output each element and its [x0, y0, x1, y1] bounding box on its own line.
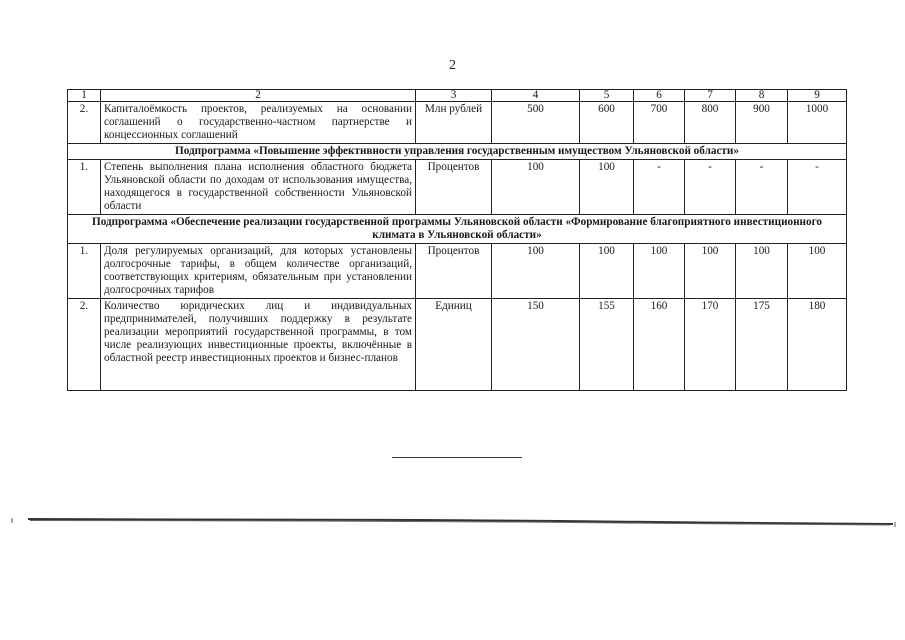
- value-cell: 100: [580, 160, 634, 215]
- header-cell: 9: [788, 90, 847, 102]
- value-cell: 170: [685, 299, 736, 391]
- page-number: 2: [449, 58, 456, 73]
- indicator-description: Степень выполнения плана исполнения областного бюджета Ульяновской области по доходам от использования имущества, находящегося в государственной собственности Ульяновской области: [101, 160, 416, 215]
- row-number: 1.: [68, 160, 101, 215]
- value-cell: 100: [736, 244, 788, 299]
- value-cell: -: [736, 160, 788, 215]
- value-cell: 500: [492, 102, 580, 144]
- value-cell: -: [634, 160, 685, 215]
- value-cell: 100: [492, 244, 580, 299]
- header-cell: 5: [580, 90, 634, 102]
- separator-line: [392, 457, 522, 458]
- scan-artifact-line: [0, 514, 905, 530]
- value-cell: -: [788, 160, 847, 215]
- table-row: [68, 244, 847, 299]
- value-cell: 700: [634, 102, 685, 144]
- indicator-description: Количество юридических лиц и индивидуальных предпринимателей, получивших поддержку в результате реализации мероприятий государственной программы, в том числе реализующих инвестиционные проекты, включённые в областной реестр инвестиционных проектов и бизнес-планов: [101, 299, 416, 391]
- subprogram-row: [68, 144, 847, 160]
- unit-cell: Процентов: [416, 244, 492, 299]
- value-cell: 160: [634, 299, 685, 391]
- indicator-description: Капиталоёмкость проектов, реализуемых на основании соглашений о государственно-частном партнерстве и концессионных соглашений: [101, 102, 416, 144]
- row-number: 2.: [68, 102, 101, 144]
- value-cell: 100: [634, 244, 685, 299]
- header-cell: 6: [634, 90, 685, 102]
- table-row: [68, 299, 847, 391]
- value-cell: 180: [788, 299, 847, 391]
- value-cell: 600: [580, 102, 634, 144]
- value-cell: 175: [736, 299, 788, 391]
- header-cell: 3: [416, 90, 492, 102]
- value-cell: 150: [492, 299, 580, 391]
- row-number: 1.: [68, 244, 101, 299]
- header-row: [68, 90, 847, 102]
- value-cell: 100: [492, 160, 580, 215]
- table-row: [68, 160, 847, 215]
- value-cell: 1000: [788, 102, 847, 144]
- indicators-table: [67, 89, 847, 391]
- value-cell: 900: [736, 102, 788, 144]
- unit-cell: Единиц: [416, 299, 492, 391]
- indicator-description: Доля регулируемых организаций, для которых установлены долгосрочные тарифы, в общем количестве организаций, соответствующих критериям, обязательным при установлении долгосрочных тарифов: [101, 244, 416, 299]
- value-cell: 100: [580, 244, 634, 299]
- subprogram-title: Подпрограмма «Повышение эффективности управления государственным имуществом Ульяновской области»: [68, 144, 847, 160]
- value-cell: -: [685, 160, 736, 215]
- value-cell: 155: [580, 299, 634, 391]
- subprogram-title: Подпрограмма «Обеспечение реализации государственной программы Ульяновской области «Формирование благоприятного инвестиционного климата в Ульяновской области»: [68, 215, 847, 244]
- row-number: 2.: [68, 299, 101, 391]
- unit-cell: Процентов: [416, 160, 492, 215]
- header-cell: 4: [492, 90, 580, 102]
- table-row: [68, 102, 847, 144]
- header-cell: 7: [685, 90, 736, 102]
- value-cell: 100: [788, 244, 847, 299]
- header-cell: 1: [68, 90, 101, 102]
- value-cell: 100: [685, 244, 736, 299]
- value-cell: 800: [685, 102, 736, 144]
- unit-cell: Млн рублей: [416, 102, 492, 144]
- header-cell: 8: [736, 90, 788, 102]
- subprogram-row: [68, 215, 847, 244]
- header-cell: 2: [101, 90, 416, 102]
